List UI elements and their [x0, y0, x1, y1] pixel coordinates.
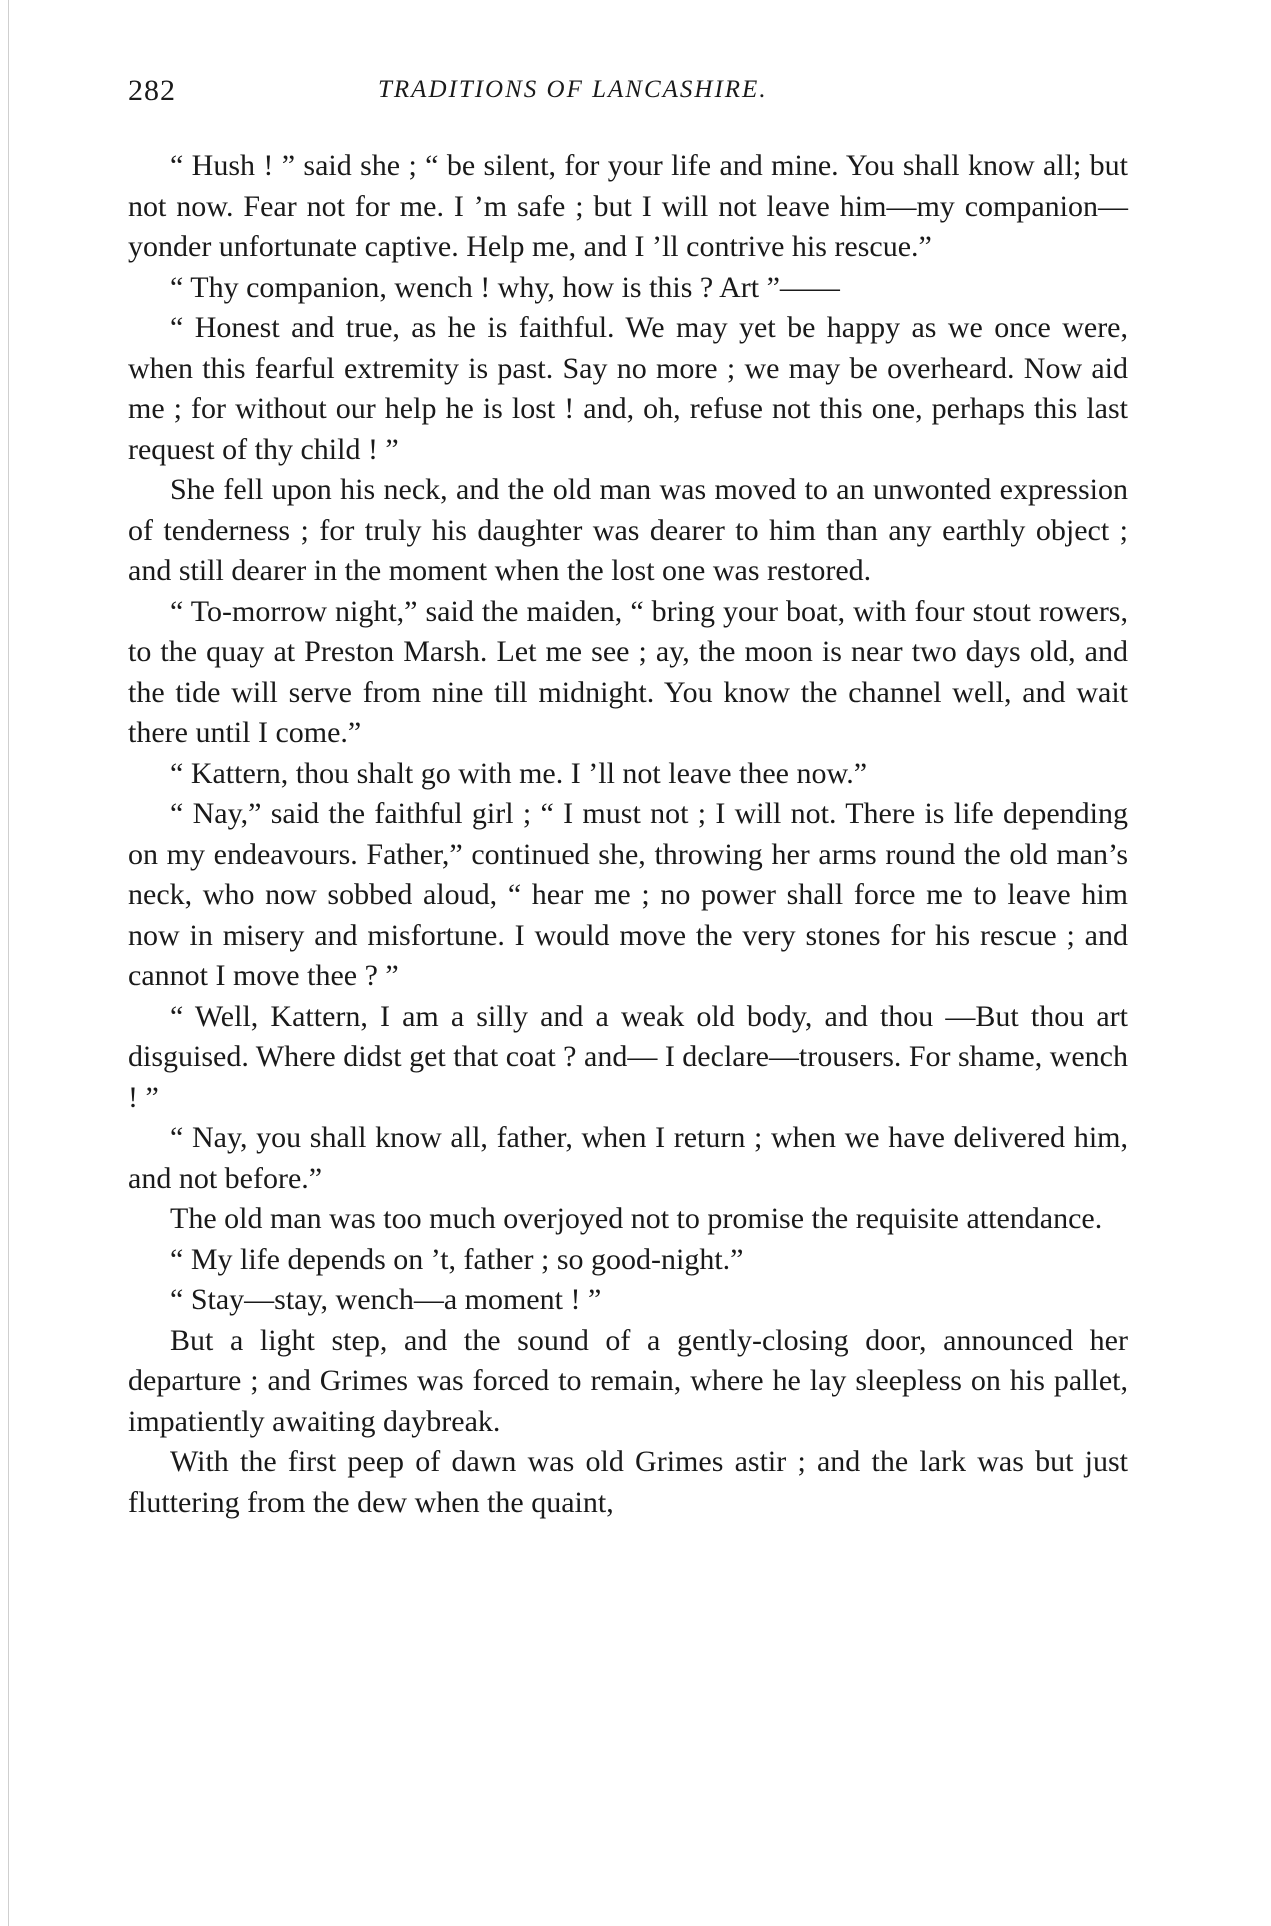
body-text — [128, 146, 1128, 1523]
paragraph: “ Kattern, thou shalt go with me. I ’ll not leave thee now.” — [170, 756, 868, 790]
paragraph: “ Well, Kattern, I am a silly and a weak old body, and thou —But thou art disguised. Where didst get that coat ? and— I declare—trousers. For shame, wench ! ” — [128, 999, 1128, 1114]
scan-edge-line — [8, 0, 9, 1926]
running-title: TRADITIONS OF LANCASHIRE. — [378, 76, 768, 103]
paragraph: With the first peep of dawn was old Grimes astir ; and the lark was but just fluttering from the dew when the quaint, — [128, 1445, 1128, 1519]
paragraph: “ Honest and true, as he is faithful. We may yet be happy as we once were, when this fearful extremity is past. Say no more ; we may be overheard. Now aid me ; for without our help he is lost ! and, oh, refuse not this one, perhaps this last request of thy child ! ” — [128, 311, 1128, 466]
paragraph: “ Nay,” said the faithful girl ; “ I must not ; I will not. There is life depending on my endeavours. Father,” continued she, throwing her arms round the old man’s neck, who now sobbed aloud, “ hear me ; no power shall force me to leave him now in misery and misfortune. I would move the very stones for his rescue ; and cannot I move thee ? ” — [128, 797, 1128, 992]
paragraph: “ Nay, you shall know all, father, when I return ; when we have delivered him, and not before.” — [128, 1121, 1128, 1195]
paragraph: “ My life depends on ’t, father ; so good-night.” — [170, 1242, 744, 1276]
paragraph: She fell upon his neck, and the old man was moved to an unwonted expression of tenderness ; for truly his daughter was dearer to him than any earthly object ; and still dearer in the moment when the lost one was restored. — [128, 473, 1128, 587]
paragraph: “ Stay—stay, wench—a moment ! ” — [170, 1283, 602, 1316]
paragraph: The old man was too much overjoyed not to promise the requisite attendance. — [170, 1202, 1103, 1235]
paragraph: “ Hush ! ” said she ; “ be silent, for your life and mine. You shall know all; but not now. Fear not for me. I ’m safe ; but I will not leave him—my companion—yonder unfortunate captive. Help me, and I ’ll contrive his rescue.” — [128, 149, 1128, 263]
paragraph: But a light step, and the sound of a gently-closing door, announced her departure ; and Grimes was forced to remain, where he lay sleepless on his pallet, impatiently awaiting daybreak. — [128, 1323, 1128, 1438]
page-header — [128, 74, 1128, 114]
paragraph: “ Thy companion, wench ! why, how is this ? Art ”—— — [170, 270, 840, 304]
paragraph: “ To-morrow night,” said the maiden, “ bring your boat, with four stout rowers, to the quay at Preston Marsh. Let me see ; ay, the moon is near two days old, and the tide will serve from nine till midnight. You know the channel well, and wait there until I come.” — [128, 594, 1128, 749]
page-number: 282 — [128, 74, 176, 107]
